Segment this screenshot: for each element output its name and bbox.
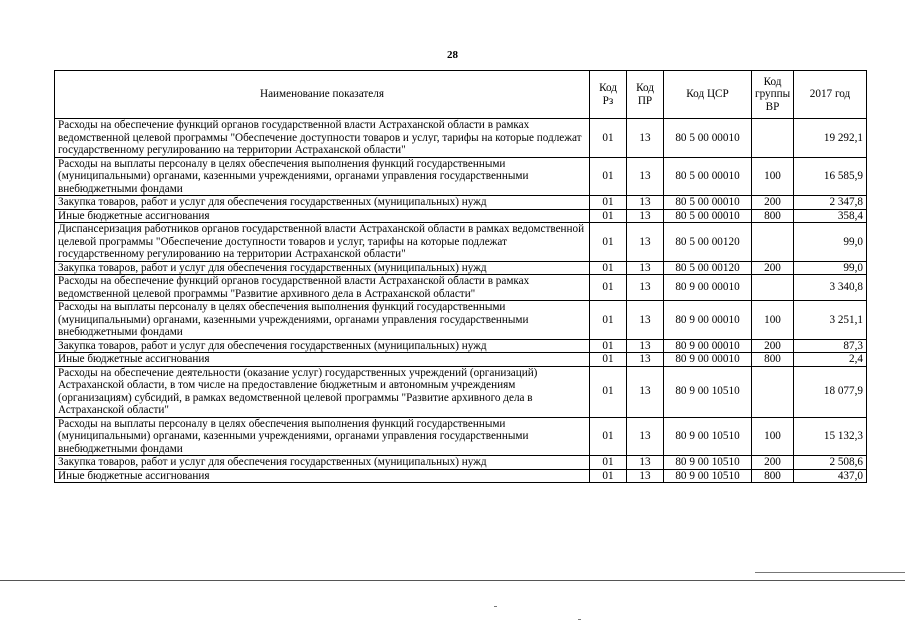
cell-vr: 800 <box>752 209 794 223</box>
table-row <box>55 469 867 483</box>
cell-rz: 01 <box>590 119 627 158</box>
header-name: Наименование показателя <box>55 71 590 119</box>
cell-csr: 80 5 00 00010 <box>664 196 752 210</box>
cell-csr: 80 9 00 10510 <box>664 417 752 456</box>
table-row <box>55 366 867 417</box>
cell-amount: 18 077,9 <box>794 366 867 417</box>
header-pr-line1: Код <box>636 82 654 94</box>
cell-vr: 800 <box>752 469 794 483</box>
cell-rz: 01 <box>590 456 627 470</box>
cell-pr: 13 <box>627 456 664 470</box>
scan-speck <box>578 619 581 620</box>
table-row <box>55 223 867 262</box>
header-vr-line3: ВР <box>765 100 780 113</box>
cell-name: Иные бюджетные ассигнования <box>55 353 590 367</box>
cell-vr <box>752 223 794 262</box>
table-row <box>55 157 867 196</box>
table-row <box>55 417 867 456</box>
page-number: 28 <box>447 49 458 61</box>
cell-rz: 01 <box>590 366 627 417</box>
cell-amount: 87,3 <box>794 339 867 353</box>
cell-amount: 15 132,3 <box>794 417 867 456</box>
table-body <box>55 119 867 483</box>
cell-vr: 100 <box>752 301 794 340</box>
cell-name: Закупка товаров, работ и услуг для обеспечения государственных (муниципальных) нужд <box>55 456 590 470</box>
cell-amount: 358,4 <box>794 209 867 223</box>
table-row <box>55 353 867 367</box>
cell-vr: 200 <box>752 339 794 353</box>
cell-amount: 2 508,6 <box>794 456 867 470</box>
cell-name: Закупка товаров, работ и услуг для обеспечения государственных (муниципальных) нужд <box>55 339 590 353</box>
cell-amount: 437,0 <box>794 469 867 483</box>
table-row <box>55 209 867 223</box>
cell-csr: 80 5 00 00120 <box>664 223 752 262</box>
cell-csr: 80 5 00 00010 <box>664 157 752 196</box>
header-rz-line2: Рз <box>602 94 614 107</box>
cell-vr <box>752 119 794 158</box>
header-vr <box>752 71 794 119</box>
cell-rz: 01 <box>590 339 627 353</box>
cell-csr: 80 9 00 10510 <box>664 469 752 483</box>
table-header-row <box>55 71 867 119</box>
header-pr-line2: ПР <box>637 94 653 107</box>
cell-pr: 13 <box>627 196 664 210</box>
budget-table <box>54 70 867 483</box>
cell-csr: 80 9 00 00010 <box>664 339 752 353</box>
header-year: 2017 год <box>794 71 867 119</box>
cell-rz: 01 <box>590 261 627 275</box>
cell-csr: 80 9 00 10510 <box>664 456 752 470</box>
cell-vr <box>752 275 794 301</box>
cell-name: Расходы на обеспечение деятельности (оказание услуг) государственных учреждений (организаций) Астраханской области, в том числе на предоставление бюджетным и автономным учреждениям (организациям) субсидий, в рамках ведомственной целевой программы "Развитие архивного дела в Астраханской области" <box>55 366 590 417</box>
cell-rz: 01 <box>590 223 627 262</box>
header-vr-line2: группы <box>755 88 791 101</box>
cell-pr: 13 <box>627 417 664 456</box>
cell-vr: 100 <box>752 417 794 456</box>
cell-name: Иные бюджетные ассигнования <box>55 209 590 223</box>
cell-vr: 200 <box>752 196 794 210</box>
table-row <box>55 275 867 301</box>
scan-speck <box>494 606 497 607</box>
cell-csr: 80 9 00 00010 <box>664 301 752 340</box>
cell-name: Расходы на выплаты персоналу в целях обеспечения выполнения функций государственными (муниципальными) органами, казенными учреждениями, органами управления государственными внебюджетными фондами <box>55 157 590 196</box>
cell-amount: 16 585,9 <box>794 157 867 196</box>
cell-name: Расходы на выплаты персоналу в целях обеспечения выполнения функций государственными (муниципальными) органами, казенными учреждениями, органами управления государственными внебюджетными фондами <box>55 417 590 456</box>
cell-pr: 13 <box>627 469 664 483</box>
cell-csr: 80 5 00 00010 <box>664 119 752 158</box>
cell-pr: 13 <box>627 209 664 223</box>
cell-rz: 01 <box>590 417 627 456</box>
cell-vr: 200 <box>752 261 794 275</box>
cell-rz: 01 <box>590 301 627 340</box>
cell-vr: 100 <box>752 157 794 196</box>
header-csr: Код ЦСР <box>664 71 752 119</box>
cell-pr: 13 <box>627 301 664 340</box>
cell-amount: 19 292,1 <box>794 119 867 158</box>
cell-rz: 01 <box>590 157 627 196</box>
cell-amount: 99,0 <box>794 261 867 275</box>
cell-pr: 13 <box>627 339 664 353</box>
cell-name: Закупка товаров, работ и услуг для обеспечения государственных (муниципальных) нужд <box>55 196 590 210</box>
table-row <box>55 119 867 158</box>
cell-pr: 13 <box>627 353 664 367</box>
cell-csr: 80 9 00 00010 <box>664 275 752 301</box>
cell-vr <box>752 366 794 417</box>
cell-pr: 13 <box>627 275 664 301</box>
table-row <box>55 456 867 470</box>
cell-csr: 80 9 00 10510 <box>664 366 752 417</box>
cell-pr: 13 <box>627 157 664 196</box>
cell-name: Иные бюджетные ассигнования <box>55 469 590 483</box>
cell-csr: 80 9 00 00010 <box>664 353 752 367</box>
footer-rule-right <box>755 572 905 573</box>
table-row <box>55 261 867 275</box>
cell-rz: 01 <box>590 209 627 223</box>
cell-amount: 99,0 <box>794 223 867 262</box>
cell-amount: 3 340,8 <box>794 275 867 301</box>
cell-pr: 13 <box>627 119 664 158</box>
cell-rz: 01 <box>590 469 627 483</box>
cell-csr: 80 5 00 00010 <box>664 209 752 223</box>
footer-rule <box>0 580 905 581</box>
cell-name: Закупка товаров, работ и услуг для обеспечения государственных (муниципальных) нужд <box>55 261 590 275</box>
cell-pr: 13 <box>627 366 664 417</box>
cell-amount: 3 251,1 <box>794 301 867 340</box>
cell-pr: 13 <box>627 223 664 262</box>
cell-name: Диспансеризация работников органов государственной власти Астраханской области в рамках ведомственной целевой программы "Обеспечение доступности товаров и услуг, тарифы на которые подлежат государственному регулированию на территории Астраханской области" <box>55 223 590 262</box>
header-rz-line1: Код <box>599 82 617 94</box>
header-pr <box>627 71 664 119</box>
cell-amount: 2 347,8 <box>794 196 867 210</box>
cell-name: Расходы на обеспечение функций органов государственной власти Астраханской области в рамках ведомственной целевой программы "Развитие архивного дела в Астраханской области" <box>55 275 590 301</box>
cell-name: Расходы на обеспечение функций органов государственной власти Астраханской области в рамках ведомственной целевой программы "Обеспечение доступности товаров и услуг, тарифы на которые подлежат государственному регулированию на территории Астраханской области" <box>55 119 590 158</box>
header-rz <box>590 71 627 119</box>
cell-name: Расходы на выплаты персоналу в целях обеспечения выполнения функций государственными (муниципальными) органами, казенными учреждениями, органами управления государственными внебюджетными фондами <box>55 301 590 340</box>
cell-rz: 01 <box>590 353 627 367</box>
cell-csr: 80 5 00 00120 <box>664 261 752 275</box>
cell-pr: 13 <box>627 261 664 275</box>
cell-amount: 2,4 <box>794 353 867 367</box>
table-row <box>55 301 867 340</box>
cell-rz: 01 <box>590 196 627 210</box>
cell-vr: 800 <box>752 353 794 367</box>
header-vr-line1: Код <box>763 75 782 88</box>
table-row <box>55 196 867 210</box>
cell-vr: 200 <box>752 456 794 470</box>
table-row <box>55 339 867 353</box>
cell-rz: 01 <box>590 275 627 301</box>
